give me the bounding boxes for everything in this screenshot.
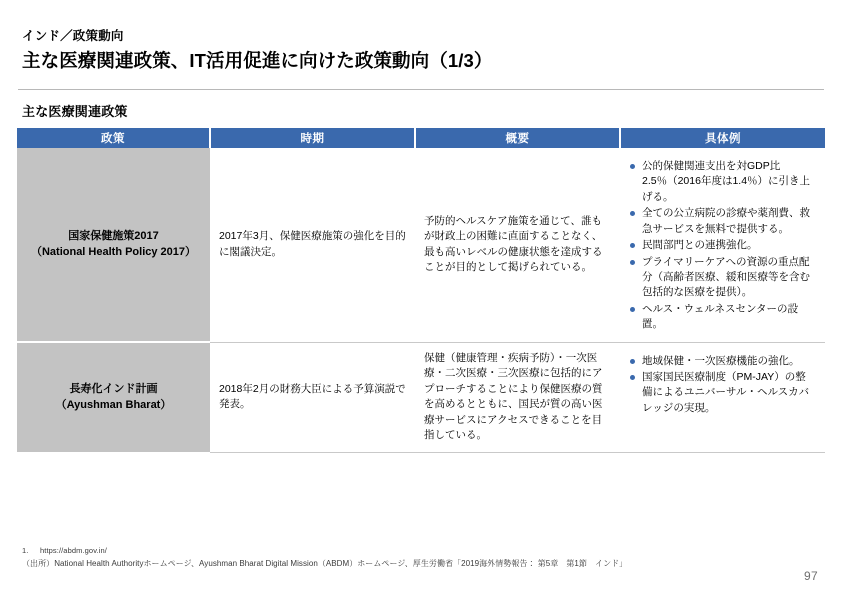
source-note: （出所）National Health Authorityホームページ、Ayushman Bharat Digital Mission（ABDM）ホームページ、厚生労働省「2019海外情勢報告： 第5章 第1節 インド」: [22, 559, 628, 568]
footnote-number: 1.: [22, 546, 29, 555]
column-header-overview: 概要: [415, 128, 620, 148]
table-row: [17, 342, 825, 452]
slide-header: [22, 28, 822, 73]
list-item: 全ての公立病院の診療や薬剤費、救急サービスを無料で提供する。: [629, 206, 816, 237]
list-item: 民間部門との連携強化。: [629, 238, 816, 253]
breadcrumb: インド／政策動向: [22, 29, 124, 43]
column-header-policy: 政策: [17, 128, 210, 148]
list-item: 公的保健関連支出を対GDP比2.5％（2016年度は1.4％）に引き上げる。: [629, 159, 816, 205]
policy-overview-cell: 保健（健康管理・疾病予防）・一次医療・二次医療・三次医療に包括的にアプローチすることにより保健医療の質を高めるとともに、国民が質の高い医療サービスにアクセスできることを目指している。: [415, 342, 620, 452]
section-heading: 主な医療関連政策: [22, 104, 128, 119]
list-item: 国家国民医療制度（PM-JAY）の整備によるユニバーサル・ヘルスカバレッジの実現。: [629, 370, 816, 416]
policy-examples-cell: [620, 148, 825, 342]
policy-examples-cell: [620, 342, 825, 452]
policy-name-cell: [17, 148, 210, 342]
list-item: 地域保健・一次医療機能の強化。: [629, 354, 816, 369]
policy-name-ja: 国家保健施策2017: [68, 229, 159, 242]
policy-table-container: [17, 128, 825, 453]
policy-timing-cell: 2018年2月の財務大臣による予算演説で発表。: [210, 342, 415, 452]
policy-table: [17, 128, 825, 453]
footnote-url: https://abdm.gov.in/: [40, 546, 107, 555]
page-title: 主な医療関連政策、IT活用促進に向けた政策動向（1/3）: [22, 50, 493, 72]
footnote-item: [22, 545, 812, 557]
list-item: プライマリーケアへの資源の重点配分（高齢者医療、緩和医療等を含む包括的な医療を提供）。: [629, 255, 816, 301]
table-body: [17, 148, 825, 452]
table-row: [17, 148, 825, 342]
policy-timing-cell: 2017年3月、保健医療施策の強化を目的に閣議決定。: [210, 148, 415, 342]
table-header-row: [17, 128, 825, 148]
table-header: [17, 128, 825, 148]
column-header-timing: 時期: [210, 128, 415, 148]
policy-name-en: （National Health Policy 2017）: [30, 245, 197, 258]
policy-name-cell: [17, 342, 210, 452]
policy-overview-cell: 予防的ヘルスケア施策を通じて、誰もが財政上の困難に直面することなく、最も高いレベルの健康状態を達成することが目的として掲げられている。: [415, 148, 620, 342]
footnotes: [22, 545, 812, 571]
column-header-examples: 具体例: [620, 128, 825, 148]
policy-name-en: （Ayushman Bharat）: [55, 398, 172, 411]
examples-list: [629, 354, 816, 417]
title-divider: [18, 89, 824, 90]
list-item: ヘルス・ウェルネスセンターの設置。: [629, 302, 816, 333]
page-number: 97: [804, 569, 818, 583]
examples-list: [629, 159, 816, 333]
policy-name-ja: 長寿化インド計画: [69, 382, 158, 395]
